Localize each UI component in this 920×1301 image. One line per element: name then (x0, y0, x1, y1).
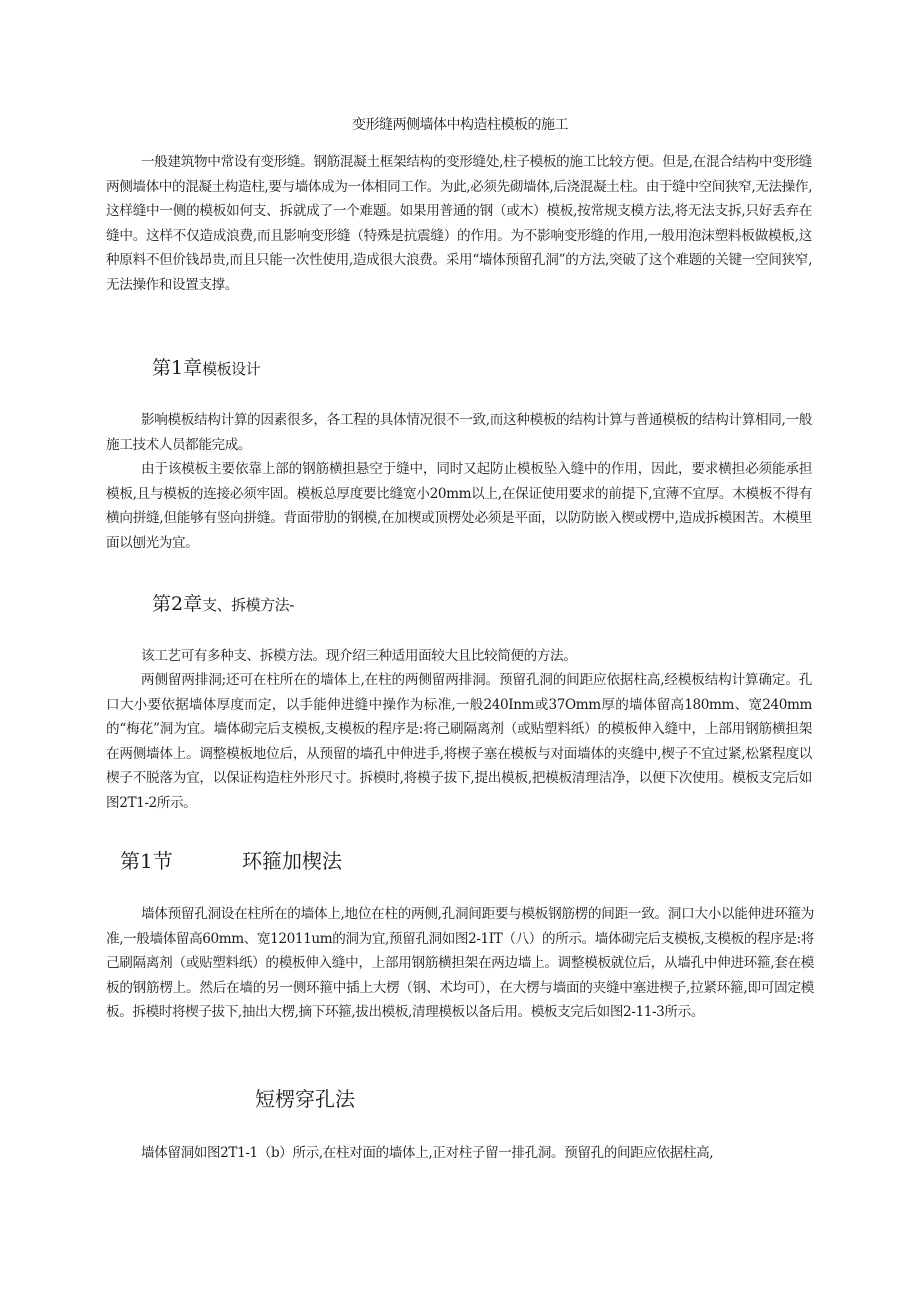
section-1-heading (120, 845, 342, 874)
chapter-1-heading (152, 353, 260, 380)
chapter-number: 第1章 (152, 357, 203, 379)
section-1-paragraph: 墙体预留孔洞设在柱所在的墙体上,地位在柱的两侧,孔洞间距要与模板钢筋楞的间距一致。洞口大小以能伸进环箍为准,一般墙体留高60mm、宽12011um的洞为宜,预留孔洞如图2-1IT（八）的所示。墙体砌完后支模板,支模板的程序是:将己刷隔离剂（或贴塑料纸）的模板伸入缝中，上部用钢筋横担架在两边墙上。调整模板就位后，从墙孔中伸进环箍,套在模板的钢筋楞上。然后在墙的另一侧环箍中插上大楞（钢、术均可），在大楞与墙面的夹缝中塞进楔子,拉紧环箍,即可固定模板。拆模时将楔子拔下,抽出大楞,摘下环箍,拔出模板,清理模板以备后用。模板支完后如图2-11-3所示。 (106, 906, 814, 1021)
section-title: 环箍加楔法 (242, 849, 342, 873)
chapter-number: 第2章 (152, 593, 203, 615)
chapter-1-paragraph-1: 影响模板结构计算的因素很多，各工程的具体情况很不一致,而这种模板的结构计算与普通模板的结构计算相同,一般施工技术人员都能完成。 (106, 412, 812, 453)
chapter-1-paragraph-2: 由于该模板主要依靠上部的钢筋横担悬空于缝中，同时又起防止模板坠入缝中的作用，因此，要求横担必须能承担模板,且与模板的连接必须牢固。模板总厚度要比缝宽小20mm以上,在保证使用要求的前提下,宜薄不宜厚。木模板不得有横向拼缝,但能够有竖向拼缝。背面带肋的钢模,在加楔或顶楞处必须是平面，以防防嵌入楔或楞中,造成拆模困苦。木模里面以刨光为宜。 (106, 461, 812, 551)
intro-paragraph: 一般建筑物中常设有变形缝。钢筋混凝土框架结构的变形缝处,柱子模板的施工比较方便。但是,在混合结构中变形缝两侧墙体中的混凝土构造柱,要与墙体成为一体相同工作。为此,必须先砌墙体,后浇混凝土柱。由于缝中空间狭窄,无法操作,这样缝中一侧的模板如何支、拆就成了一个难题。如果用普通的钢（或木）模板,按常规支模方法,将无法支拆,只好丢弃在缝中。这样不仅造成浪费,而且影响变形缝（特殊是抗震缝）的作用。为不影响变形缝的作用,一般用泡沫塑料板做模板,这种原料不但价钱昂贵,而且只能一次性使用,造成很大浪费。采用“墙体预留孔洞”的方法,突破了这个难题的关键一空间狭窄,无法操作和设置支撑。 (106, 154, 812, 293)
chapter-2-paragraph-2: 两侧留两排洞;还可在柱所在的墙体上,在柱的两侧留两排洞。预留孔洞的间距应依据柱高,经模板结构计算确定。孔口大小要依据墙体厚度而定，以手能伸进缝中操作为标准,一般240Inm或37Omm厚的墙体留高180mm、宽240mm的“梅花”洞为宜。墙体砌完后支模板,支模板的程序是:将己刷隔离剂（或贴塑料纸）的模板伸入缝中，上部用钢筋横担架在两侧墙体上。调整模板地位后，从预留的墙孔中伸进手,将楔子塞在模板与对面墙体的夹缝中,楔子不宜过紧,松紧程度以楔子不脱落为宜，以保证构造柱外形尺寸。拆模时,将模子拔下,提出模板,把模板清理洁净，以便下次使用。模板支完后如图2T1-2所示。 (106, 672, 812, 811)
chapter-title: 支、拆模方法- (202, 596, 295, 614)
subsection-heading: 短楞穿孔法 (255, 1087, 355, 1111)
subsection-paragraph: 墙体留洞如图2T1-1（b）所示,在柱对面的墙体上,正对柱子留一排孔洞。预留孔的间距应依据柱高, (141, 1145, 714, 1161)
section-number: 第1节 (120, 849, 173, 873)
chapter-title: 模板设计 (202, 360, 261, 378)
chapter-2-paragraph-1: 该工艺可有多种支、拆模方法。现介绍三种适用面较大且比较简便的方法。 (141, 648, 577, 664)
chapter-2-heading (152, 589, 294, 616)
document-title: 变形缝两侧墙体中构造柱模板的施工 (352, 117, 568, 133)
